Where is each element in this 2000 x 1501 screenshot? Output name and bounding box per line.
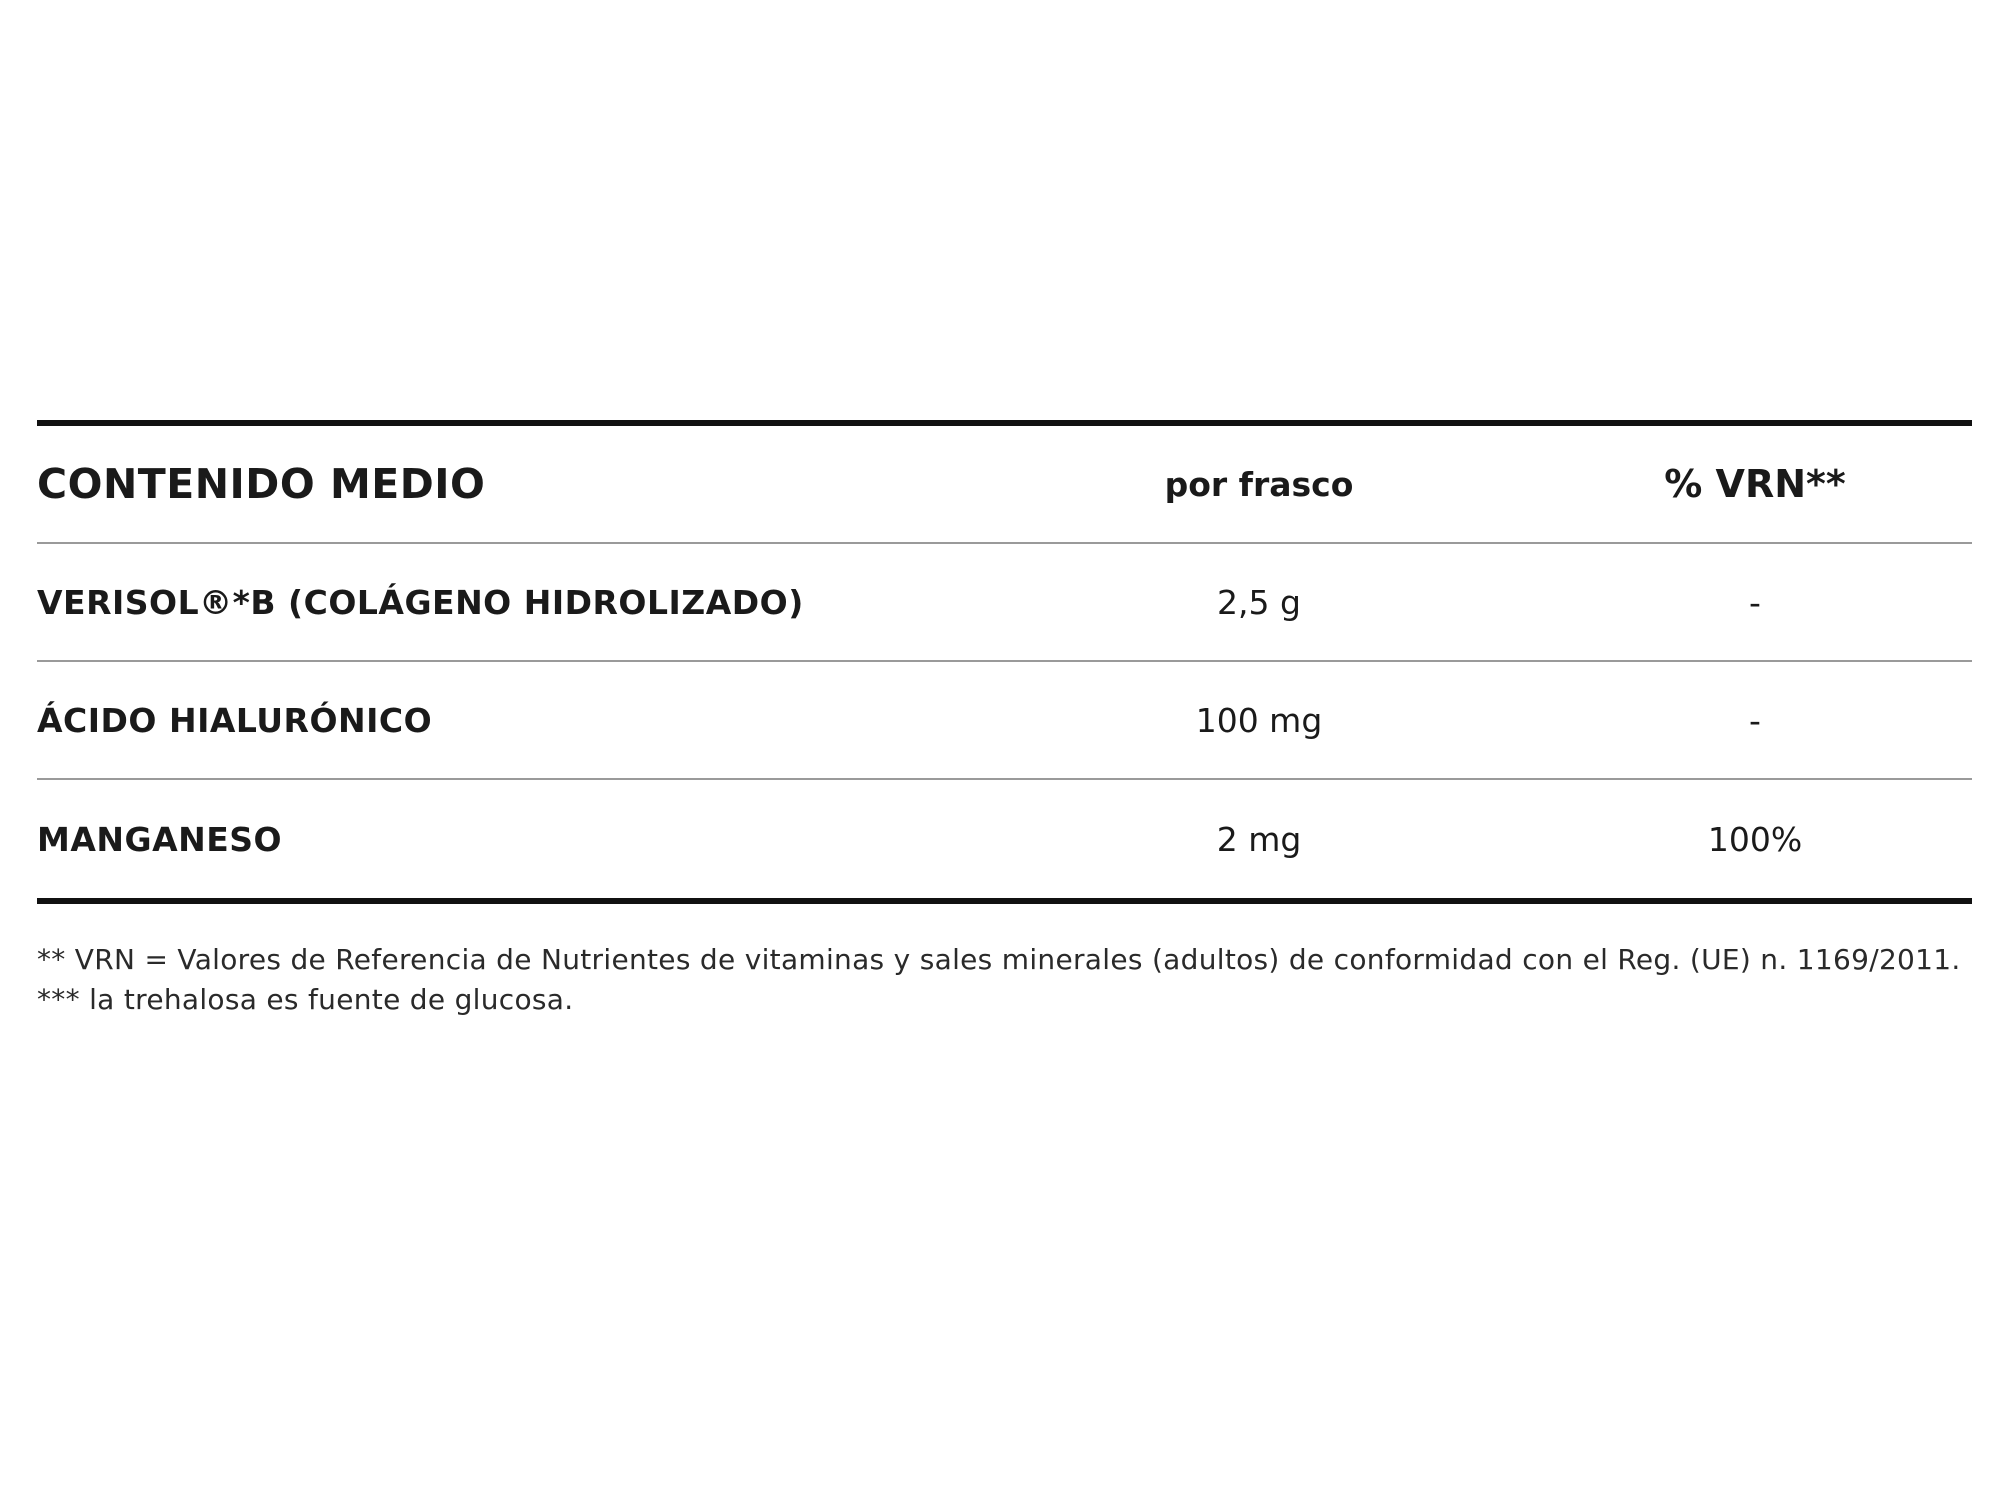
table-bottom-rule — [37, 898, 1972, 904]
table-row — [37, 780, 1972, 898]
row-name: MANGANESO — [37, 819, 283, 859]
vrn-footnote: ** VRN = Valores de Referencia de Nutrientes de vitaminas y sales minerales (adultos) de conformidad con el Reg. (UE) n. 1169/2011. — [37, 943, 1961, 976]
row-per-bottle: 100 mg — [1195, 700, 1323, 740]
header-per-bottle: por frasco — [1164, 464, 1354, 504]
footnotes — [37, 940, 1972, 1020]
table-row — [37, 544, 1972, 662]
row-vrn: - — [1749, 700, 1761, 740]
header-name: CONTENIDO MEDIO — [37, 460, 486, 508]
row-vrn: - — [1749, 582, 1761, 622]
row-name: VERISOL®*B (COLÁGENO HIDROLIZADO) — [37, 582, 804, 622]
row-per-bottle: 2 mg — [1216, 819, 1302, 859]
table-row — [37, 662, 1972, 780]
header-vrn: % VRN** — [1664, 462, 1846, 506]
row-per-bottle: 2,5 g — [1217, 582, 1301, 622]
nutrition-table — [37, 420, 1972, 904]
trehalose-footnote: *** la trehalosa es fuente de glucosa. — [37, 983, 574, 1016]
table-header-row — [37, 426, 1972, 544]
row-name: ÁCIDO HIALURÓNICO — [37, 700, 433, 740]
row-vrn: 100% — [1707, 819, 1803, 859]
